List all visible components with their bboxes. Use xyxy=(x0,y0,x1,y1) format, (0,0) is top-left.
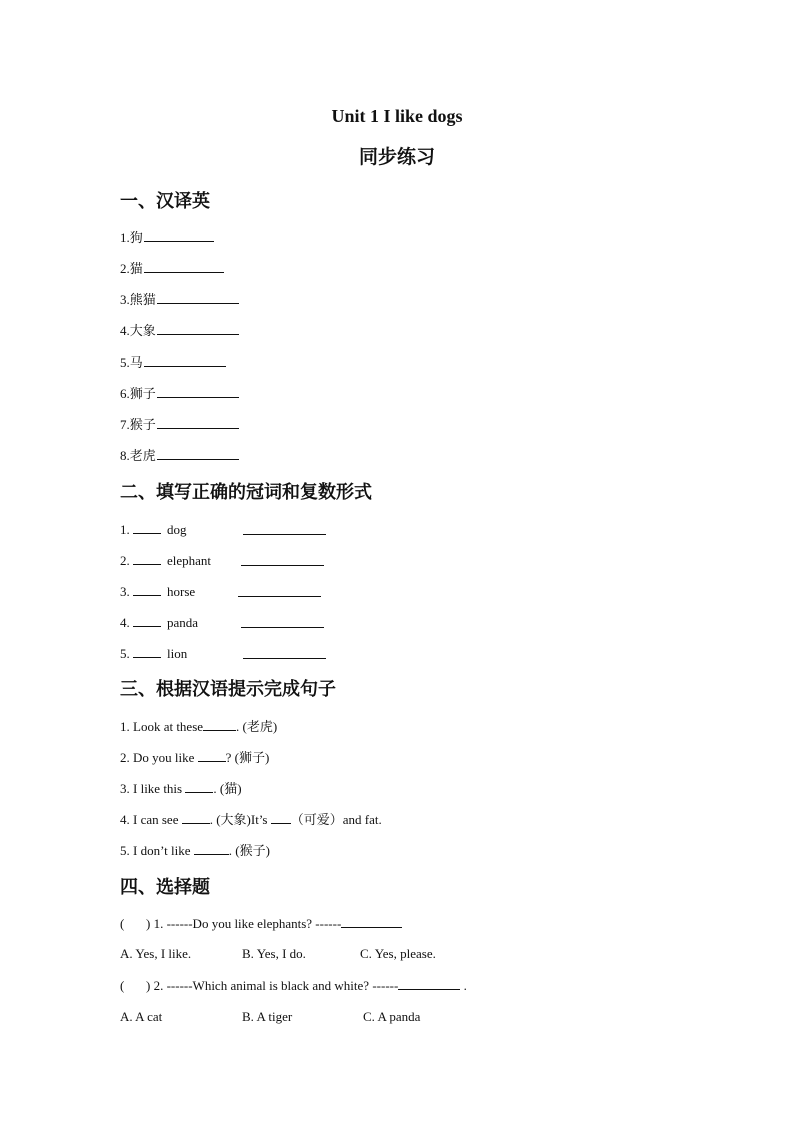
sentence-suffix: ? (狮子) xyxy=(225,750,270,765)
sentence-suffix: （可爱）and fat. xyxy=(290,812,382,827)
answer-blank xyxy=(198,748,226,762)
plural-blank xyxy=(241,615,324,628)
answer-blank xyxy=(182,810,210,824)
article-blank xyxy=(133,582,161,596)
plural-blank xyxy=(238,584,321,597)
translate-item-label: 3.熊猫 xyxy=(120,292,156,307)
translate-item-6 xyxy=(120,384,239,403)
item-word: panda xyxy=(167,615,199,630)
sentence-prefix: 3. I like this xyxy=(120,781,186,796)
plural-blank xyxy=(241,553,324,566)
sentence-middle: . (大象)It’s xyxy=(209,812,271,827)
article-blank xyxy=(133,520,161,534)
plural-blank xyxy=(243,646,326,659)
translate-item-label: 7.猴子 xyxy=(120,417,156,432)
item-number: 3. xyxy=(120,584,130,599)
answer-paren-open: ( xyxy=(120,978,125,993)
article-blank xyxy=(133,644,161,658)
translate-item-3 xyxy=(120,290,239,309)
answer-blank xyxy=(157,384,239,398)
question-text: ) 1. ------Do you like elephants? ------ xyxy=(146,916,342,931)
article-item-1 xyxy=(120,520,187,539)
translate-item-label: 1.狗 xyxy=(120,230,143,245)
choice-question-1 xyxy=(120,914,402,933)
item-number: 4. xyxy=(120,615,130,630)
sentence-item-3 xyxy=(120,779,242,798)
answer-blank xyxy=(144,353,226,367)
answer-blank xyxy=(157,415,239,429)
article-item-5 xyxy=(120,644,187,663)
sentence-suffix: . (猴子) xyxy=(228,843,270,858)
item-number: 1. xyxy=(120,522,130,537)
sentence-prefix: 5. I don’t like xyxy=(120,843,194,858)
item-word: dog xyxy=(167,522,187,537)
translate-item-8 xyxy=(120,446,239,465)
answer-blank xyxy=(271,810,291,824)
section-1-heading: 一、汉译英 xyxy=(120,191,210,211)
article-item-3 xyxy=(120,582,195,601)
article-blank xyxy=(133,551,161,565)
sentence-prefix: 4. I can see xyxy=(120,812,182,827)
sentence-item-1 xyxy=(120,717,277,736)
translate-item-4 xyxy=(120,321,239,340)
item-number: 5. xyxy=(120,646,130,661)
article-item-2 xyxy=(120,551,211,570)
choice-option-b: B. Yes, I do. xyxy=(242,946,306,961)
sentence-prefix: 1. Look at these xyxy=(120,719,204,734)
answer-blank xyxy=(157,446,239,460)
item-word: lion xyxy=(167,646,188,661)
choice-options-1 xyxy=(120,945,520,963)
translate-item-label: 5.马 xyxy=(120,355,143,370)
translate-item-label: 6.狮子 xyxy=(120,386,156,401)
answer-blank xyxy=(398,976,460,990)
sentence-item-2 xyxy=(120,748,269,767)
answer-blank xyxy=(194,841,229,855)
choice-option-c: C. Yes, please. xyxy=(360,946,436,961)
section-3-heading: 三、根据汉语提示完成句子 xyxy=(120,679,336,699)
choice-question-2 xyxy=(120,976,467,995)
sentence-item-4 xyxy=(120,810,382,829)
answer-blank xyxy=(185,779,213,793)
choice-option-a: A. Yes, I like. xyxy=(120,946,192,961)
article-item-4 xyxy=(120,613,198,632)
answer-blank xyxy=(157,290,239,304)
translate-item-label: 2.猫 xyxy=(120,261,143,276)
article-blank xyxy=(133,613,161,627)
section-4-heading: 四、选择题 xyxy=(120,877,210,897)
sentence-suffix: . (猫) xyxy=(213,781,242,796)
worksheet-title: Unit 1 I like dogs xyxy=(331,106,463,126)
choice-option-a: A. A cat xyxy=(120,1009,163,1024)
translate-item-label: 8.老虎 xyxy=(120,448,156,463)
answer-blank xyxy=(157,321,239,335)
worksheet-subtitle: 同步练习 xyxy=(358,147,435,168)
choice-option-b: B. A tiger xyxy=(242,1009,293,1024)
translate-item-label: 4.大象 xyxy=(120,323,156,338)
plural-blank xyxy=(243,522,326,535)
section-2-heading: 二、填写正确的冠词和复数形式 xyxy=(120,482,372,502)
choice-option-c: C. A panda xyxy=(363,1009,421,1024)
sentence-prefix: 2. Do you like xyxy=(120,750,198,765)
answer-paren-open: ( xyxy=(120,916,125,931)
answer-blank xyxy=(203,717,236,731)
item-word: horse xyxy=(167,584,196,599)
item-number: 2. xyxy=(120,553,130,568)
question-text: ) 2. ------Which animal is black and white? ------ xyxy=(146,978,399,993)
answer-blank xyxy=(341,914,402,928)
item-word: elephant xyxy=(167,553,212,568)
question-tail: . xyxy=(460,978,467,993)
choice-options-2 xyxy=(120,1008,520,1026)
answer-blank xyxy=(144,259,224,273)
answer-blank xyxy=(144,228,214,242)
translate-item-7 xyxy=(120,415,239,434)
translate-item-2 xyxy=(120,259,224,278)
translate-item-1 xyxy=(120,228,214,247)
sentence-suffix: . (老虎) xyxy=(236,719,278,734)
translate-item-5 xyxy=(120,353,226,372)
sentence-item-5 xyxy=(120,841,270,860)
